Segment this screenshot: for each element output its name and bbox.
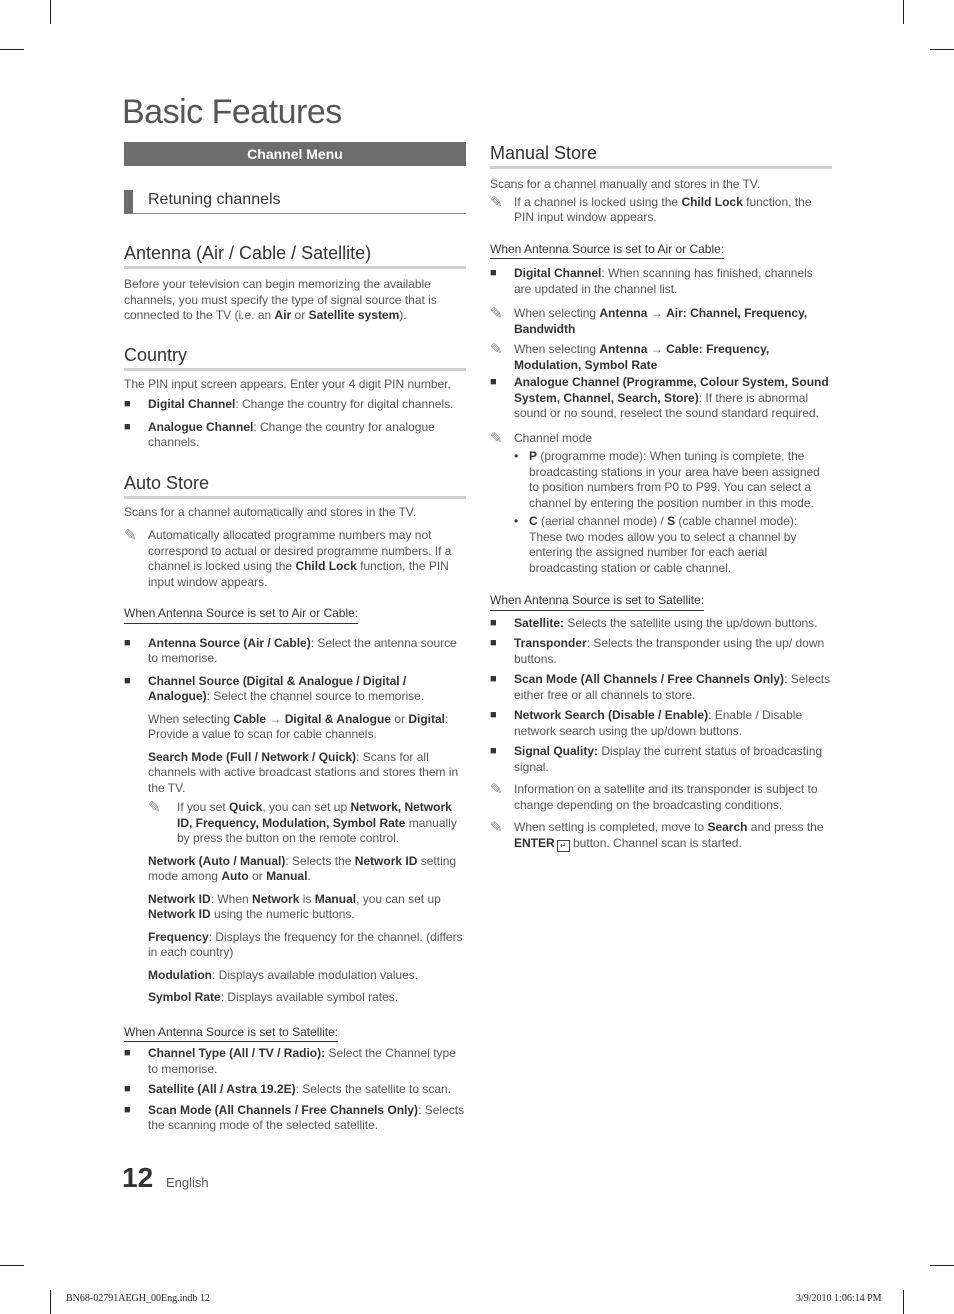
list-item: ■ Satellite: Selects the satellite using the up/down buttons.: [490, 615, 818, 630]
pencil-note-icon: ✎: [124, 527, 137, 544]
pencil-note-icon: ✎: [490, 819, 503, 836]
square-bullet-icon: ■: [490, 745, 497, 757]
right-column: [490, 142, 832, 852]
footer-date: 3/9/2010 1:06:14 PM: [796, 1293, 882, 1304]
pencil-note-icon: ✎: [490, 305, 503, 322]
enter-key-icon: ↵: [557, 840, 570, 852]
manual-store-heading: Manual Store: [490, 142, 832, 169]
crop-mark: [903, 1290, 904, 1314]
crop-mark: [903, 0, 904, 24]
crop-mark: [50, 1290, 51, 1314]
page-language: English: [166, 1175, 209, 1190]
dot-bullet-icon: •: [514, 449, 519, 463]
square-bullet-icon: ■: [124, 1103, 131, 1116]
list-item: ■ Analogue Channel: Change the country for analogue channels.: [124, 419, 435, 449]
list-item: ■ Signal Quality: Display the current status of broadcasting signal.: [490, 744, 823, 774]
left-column: [124, 142, 466, 1134]
list-item: ■ Channel Type (All / TV / Radio): Select the Channel type to memorise.: [124, 1046, 456, 1076]
crop-mark: [0, 49, 24, 50]
antenna-text: Before your television can begin memorizing the available channels, you must specify the type of signal source that is connected to the TV (i.e. an Air or Satellite system).: [124, 277, 437, 322]
pencil-note-icon: ✎: [490, 781, 503, 798]
list-item: ■ Analogue Channel (Programme, Colour System, Sound System, Channel, Search, Store): If there is abnormal sound or no sound, reselect the sound standard required.: [490, 375, 829, 420]
crop-mark: [930, 1265, 954, 1266]
pencil-note-icon: ✎: [490, 429, 503, 447]
square-bullet-icon: ■: [490, 637, 497, 649]
list-item: ■ Scan Mode (All Channels / Free Channels Only): Selects the scanning mode of the selected satellite.: [124, 1102, 465, 1132]
square-bullet-icon: ■: [124, 674, 131, 687]
list-item: ■ Satellite (All / Astra 19.2E): Selects the satellite to scan.: [124, 1082, 452, 1096]
note: ✎ If you set Quick, you can set up Network, Network ID, Frequency, Modulation, Symbol Rate manually by press the button on the remote control.: [148, 799, 457, 845]
pencil-note-icon: ✎: [490, 341, 503, 358]
list-item: • C (aerial channel mode) / S (cable channel mode): These two modes allow you to select a channel by entering the assigned number for each aerial broadcasting station or cable channel.: [514, 514, 798, 575]
antenna-heading: Antenna (Air / Cable / Satellite): [124, 242, 466, 269]
list-item: ■ Scan Mode (All Channels / Free Channels Only): Selects either free or all channels to store.: [490, 672, 831, 702]
auto-store-heading: Auto Store: [124, 472, 466, 499]
note: ✎ Information on a satellite and its transponder is subject to change depending on the broadcasting conditions.: [490, 781, 818, 812]
country-heading: Country: [124, 344, 466, 371]
square-bullet-icon: ■: [124, 398, 131, 410]
square-bullet-icon: ■: [490, 376, 497, 388]
subheading-air-cable: When Antenna Source is set to Air or Cable:: [490, 242, 724, 260]
manual-store-intro: Scans for a channel manually and stores in the TV.: [490, 177, 761, 191]
footer-file-name: BN68-02791AEGH_00Eng.indb 12: [66, 1293, 210, 1304]
search-mode-text: Search Mode (Full / Network / Quick): Scans for all channels with active broadcast stations and stores them in the TV.: [148, 749, 459, 795]
network-text: Network (Auto / Manual): Selects the Network ID setting mode among Auto or Manual.: [148, 853, 457, 883]
square-bullet-icon: ■: [490, 673, 497, 685]
square-bullet-icon: ■: [124, 1047, 131, 1059]
list-item: ■ Channel Source (Digital & Analogue / Digital / Analogue): Select the channel source to memorise.: [124, 673, 425, 703]
crop-mark: [930, 49, 954, 50]
page-title: Basic Features: [122, 93, 342, 131]
network-id-text: Network ID: When Network is Manual, you can set up Network ID using the numeric buttons.: [148, 891, 441, 921]
list-item: ■ Transponder: Selects the transponder using the up/ down buttons.: [490, 636, 825, 666]
page-number: 12: [122, 1162, 154, 1193]
note: ✎ Automatically allocated programme numbers may not correspond to actual or desired programme numbers. If a channel is locked using the Child Lock function, the PIN input window appears.: [124, 527, 452, 589]
cable-selection-text: When selecting Cable → Digital & Analogue or Digital: Provide a value to scan for cable channels.: [148, 711, 449, 741]
subheading-air-cable: When Antenna Source is set to Air or Cable:: [124, 606, 358, 624]
enter-key-label: ENTER: [514, 835, 555, 850]
symbol-rate-text: Symbol Rate: Displays available symbol rates.: [148, 990, 399, 1004]
list-item: ■ Digital Channel: Change the country for digital channels.: [124, 397, 454, 411]
list-item: ■ Antenna Source (Air / Cable): Select the antenna source to memorise.: [124, 635, 457, 665]
crop-mark: [50, 0, 51, 24]
note: ✎ Channel mode: [490, 429, 593, 447]
modulation-text: Modulation: Displays available modulation values.: [148, 967, 419, 982]
country-intro: The PIN input screen appears. Enter your 4 digit PIN number.: [124, 376, 451, 391]
square-bullet-icon: ■: [124, 420, 131, 433]
pencil-note-icon: ✎: [148, 799, 161, 816]
retuning-heading: Retuning channels: [124, 190, 466, 214]
square-bullet-icon: ■: [124, 1083, 131, 1095]
channel-menu-bar: Channel Menu: [124, 142, 466, 166]
note: ✎ When selecting Antenna → Cable: Frequency, Modulation, Symbol Rate: [490, 341, 770, 372]
note: ✎ If a channel is locked using the Child Lock function, the PIN input window appears.: [490, 193, 812, 224]
subheading-satellite: When Antenna Source is set to Satellite:: [490, 593, 704, 611]
note: ✎ When setting is completed, move to Search and press the ENTER ↵ button. Channel scan is started.: [490, 819, 824, 850]
list-item: • P (programme mode): When tuning is complete, the broadcasting stations in your area have been assigned to position numbers from P0 to P99. You can select a channel by entering the position number in this mode.: [514, 449, 820, 510]
square-bullet-icon: ■: [490, 709, 497, 721]
square-bullet-icon: ■: [490, 616, 497, 629]
list-item: ■ Network Search (Disable / Enable): Enable / Disable network search using the up/down buttons.: [490, 708, 803, 738]
note: ✎ When selecting Antenna → Air: Channel, Frequency, Bandwidth: [490, 305, 808, 336]
crop-mark: [0, 1265, 24, 1266]
frequency-text: Frequency: Displays the frequency for the channel. (differs in each country): [148, 929, 463, 959]
square-bullet-icon: ■: [490, 267, 497, 279]
list-item: ■ Digital Channel: When scanning has finished, channels are updated in the channel list.: [490, 266, 813, 296]
pencil-note-icon: ✎: [490, 193, 503, 211]
square-bullet-icon: ■: [124, 636, 131, 649]
dot-bullet-icon: •: [514, 514, 519, 528]
auto-store-intro: Scans for a channel automatically and stores in the TV.: [124, 504, 417, 519]
subheading-satellite: When Antenna Source is set to Satellite:: [124, 1025, 338, 1043]
